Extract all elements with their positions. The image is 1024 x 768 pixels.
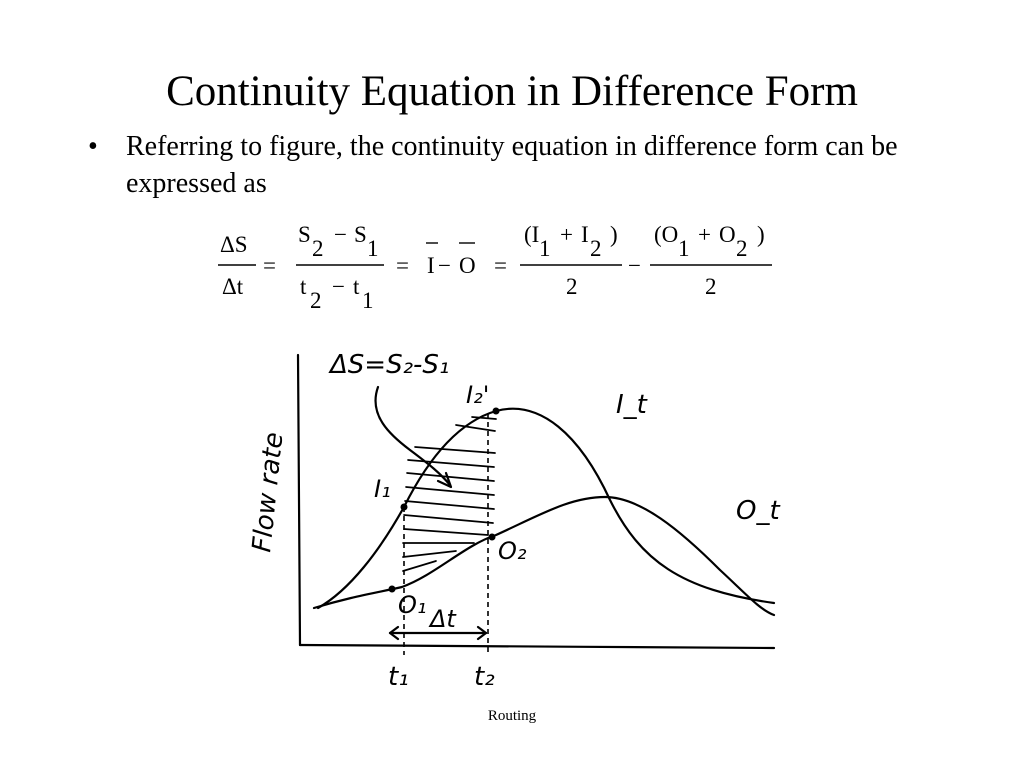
eq-s2-subscript: 2 bbox=[312, 236, 324, 261]
eq-o-denominator: 2 bbox=[705, 274, 717, 299]
label-dt: Δt bbox=[430, 605, 456, 633]
point-I2 bbox=[493, 408, 500, 415]
eq-o1-open: (O bbox=[654, 222, 679, 247]
point-O1 bbox=[389, 586, 396, 593]
eq-s1-letter: S bbox=[354, 222, 367, 247]
slide-footer: Routing bbox=[487, 708, 537, 724]
label-It: I_t bbox=[616, 390, 647, 420]
eq-lhs-denominator: Δt bbox=[222, 274, 244, 299]
eq-i1-subscript: 1 bbox=[539, 236, 551, 261]
eq-ibar: I bbox=[427, 253, 435, 278]
outflow-curve bbox=[314, 497, 774, 615]
eq-i-close: ) bbox=[610, 222, 618, 247]
eq-equals-2: = bbox=[396, 253, 409, 278]
eq-t2-letter: t bbox=[300, 274, 307, 299]
continuity-equation bbox=[200, 218, 800, 318]
eq-lhs-numerator: ΔS bbox=[220, 232, 248, 257]
eq-i-denominator: 2 bbox=[566, 274, 578, 299]
storage-arrow bbox=[376, 387, 450, 485]
x-axis bbox=[300, 645, 774, 648]
label-O1: O₁ bbox=[398, 591, 427, 619]
eq-plus-2: + bbox=[698, 222, 711, 247]
label-I2: I₂' bbox=[466, 381, 490, 409]
eq-s1-subscript: 1 bbox=[367, 236, 379, 261]
hydrograph-figure bbox=[240, 325, 800, 695]
eq-t2-subscript: 2 bbox=[310, 288, 322, 313]
eq-minus-3: − bbox=[438, 253, 451, 278]
inflow-curve bbox=[318, 409, 774, 608]
y-axis-label: Flow rate bbox=[247, 430, 290, 554]
label-O2: O₂ bbox=[498, 537, 527, 565]
eq-equals-1: = bbox=[263, 253, 276, 278]
eq-i2-letter: I bbox=[581, 222, 589, 247]
eq-t1-letter: t bbox=[353, 274, 360, 299]
eq-obar: O bbox=[459, 253, 476, 278]
label-t2: t₂ bbox=[474, 662, 495, 692]
eq-minus-4: − bbox=[628, 253, 641, 278]
label-I1: I₁ bbox=[374, 475, 391, 503]
eq-i1-open: (I bbox=[524, 222, 540, 247]
bullet-dot-icon: • bbox=[88, 131, 98, 162]
eq-minus-1: − bbox=[334, 222, 347, 247]
label-t1: t₁ bbox=[388, 662, 409, 692]
eq-o2-letter: O bbox=[719, 222, 736, 247]
eq-plus-1: + bbox=[560, 222, 573, 247]
label-Ot: O_t bbox=[736, 496, 780, 526]
eq-minus-2: − bbox=[332, 274, 345, 299]
label-delta-s: ΔS=S₂-S₁ bbox=[330, 350, 450, 380]
eq-o-close: ) bbox=[757, 222, 765, 247]
eq-o2-subscript: 2 bbox=[736, 236, 748, 261]
eq-i2-subscript: 2 bbox=[590, 236, 602, 261]
point-O2 bbox=[489, 534, 496, 541]
bullet-text: Referring to figure, the continuity equation in difference form can be expressed as bbox=[126, 131, 898, 199]
slide-title: Continuity Equation in Difference Form bbox=[166, 68, 858, 115]
y-axis bbox=[298, 355, 300, 645]
eq-s2-letter: S bbox=[298, 222, 311, 247]
eq-t1-subscript: 1 bbox=[362, 288, 374, 313]
point-I1 bbox=[401, 504, 408, 511]
eq-equals-3: = bbox=[494, 253, 507, 278]
eq-o1-subscript: 1 bbox=[678, 236, 690, 261]
